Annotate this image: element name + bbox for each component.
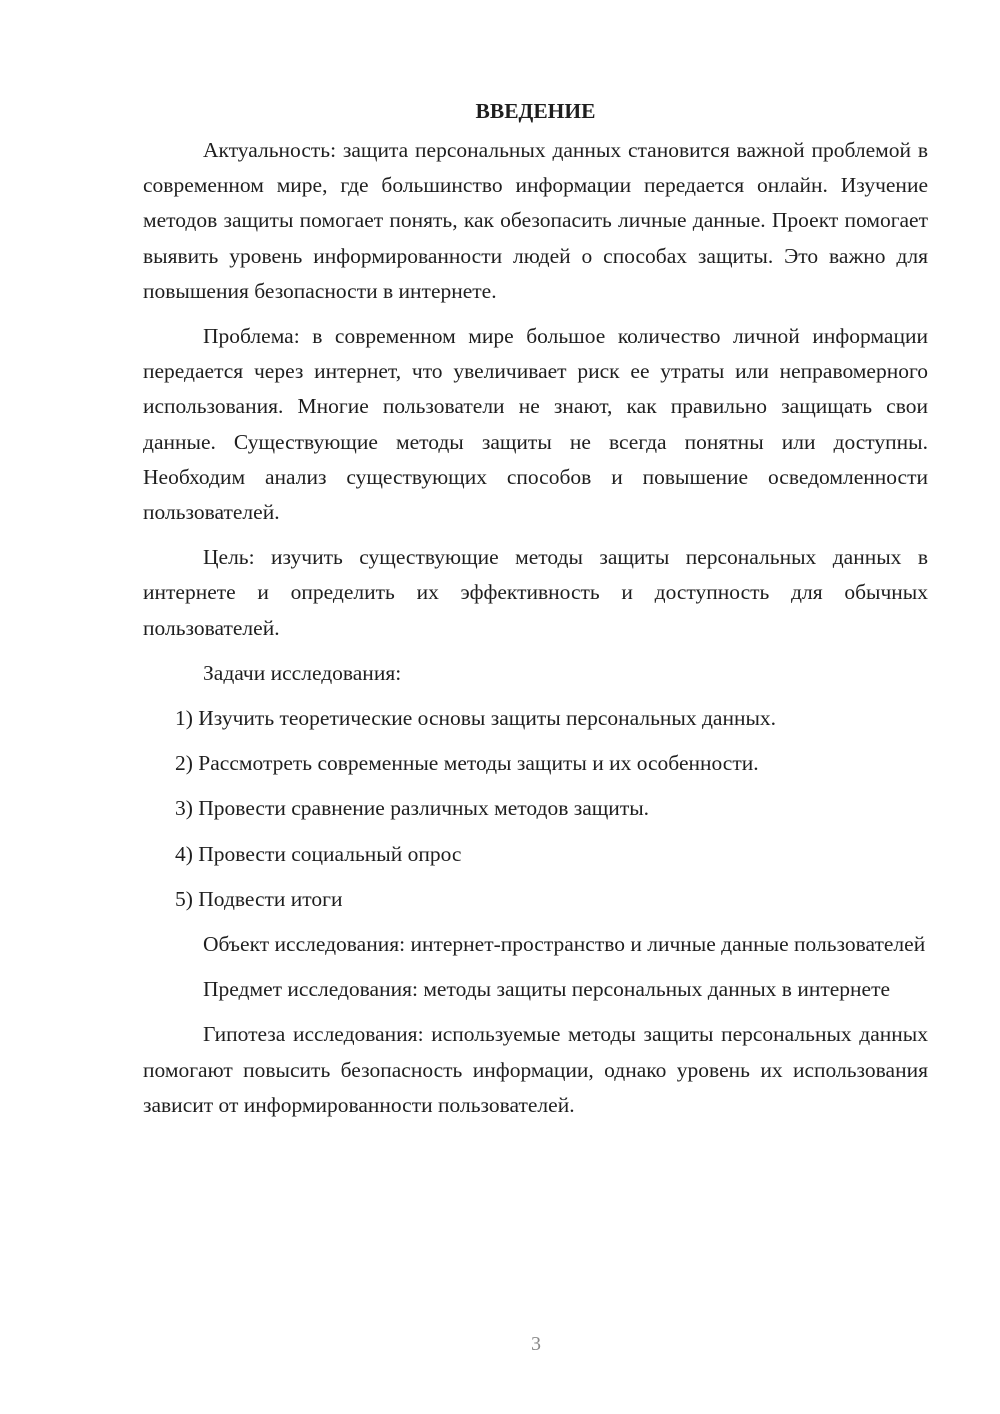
paragraph-problem: Проблема: в современном мире большое количество личной информации передается через интернет, что увеличивает риск ее утраты или неправомерного использования. Многие пользователи не знают, как правильно защищать свои данные. Существующие методы защиты не всегда понятны или доступны. Необходим анализ существующих способов и повышение осведомленности пользователей. [143, 324, 928, 525]
paragraph-relevance: Актуальность: защита персональных данных становится важной проблемой в современном мире, где большинство информации передается онлайн. Изучение методов защиты помогает понять, как обезопасить личные данные. Проект помогает выявить уровень информированности людей о способах защиты. Это важно для повышения безопасности в интернете. [143, 138, 928, 303]
paragraph-subject: Предмет исследования: методы защиты персональных данных в интернете [203, 977, 891, 1002]
task-item-2: 2) Рассмотреть современные методы защиты и их особенности. [175, 751, 759, 776]
tasks-list [143, 701, 928, 917]
tasks-heading: Задачи исследования: [203, 660, 402, 685]
section-title: ВВЕДЕНИЕ [475, 99, 596, 123]
task-item-1: 1) Изучить теоретические основы защиты персональных данных. [175, 706, 777, 731]
page-number: 3 [531, 1333, 541, 1355]
task-item-5: 5) Подвести итоги [175, 886, 343, 911]
document-page [143, 95, 928, 1133]
paragraph-goal: Цель: изучить существующие методы защиты персональных данных в интернете и определить их эффективность и доступность для обычных пользователей. [143, 545, 928, 640]
task-item-4: 4) Провести социальный опрос [175, 841, 462, 866]
task-item-3: 3) Провести сравнение различных методов защиты. [175, 796, 650, 821]
paragraph-object: Объект исследования: интернет-пространство и личные данные пользователей [203, 932, 926, 957]
paragraph-hypothesis: Гипотеза исследования: используемые методы защиты персональных данных помогают повысить безопасность информации, однако уровень их использования зависит от информированности пользователей. [143, 1022, 928, 1117]
